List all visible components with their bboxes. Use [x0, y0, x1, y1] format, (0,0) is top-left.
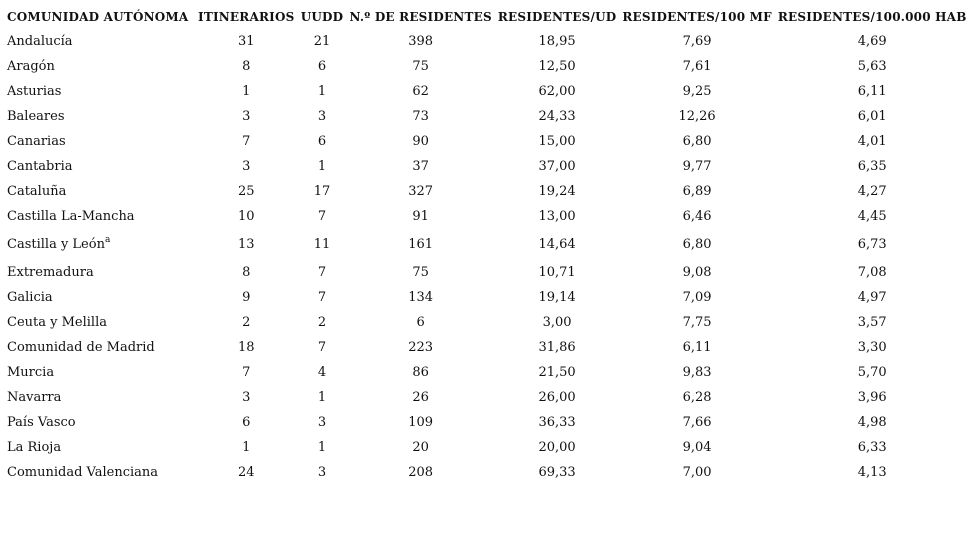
table-row: [4, 285, 970, 310]
table-row: [4, 460, 970, 485]
cell-itinerarios: 3: [242, 390, 251, 405]
region-name: Aragón: [7, 59, 55, 74]
cell-uudd: 4: [317, 365, 327, 380]
cell-residentes-100mf: 6,89: [682, 184, 712, 199]
cell-residentes-ud: 37,00: [538, 159, 576, 174]
cell-uudd: 3: [317, 465, 327, 480]
header-residentes-100000hab: RESIDENTES/100.000 HAB: [777, 10, 967, 24]
cell-residentes-100mf: 6,46: [682, 209, 712, 224]
table-row: [4, 360, 970, 385]
cell-residentes-100000hab: 4,01: [857, 134, 887, 149]
header-row: [4, 5, 970, 29]
cell-num-residentes: 223: [408, 340, 434, 355]
cell-num-residentes: 73: [412, 109, 429, 124]
cell-num-residentes: 86: [412, 365, 429, 380]
cell-residentes-100000hab: 4,45: [857, 209, 887, 224]
cell-itinerarios: 3: [242, 159, 251, 174]
cell-uudd: 2: [317, 315, 327, 330]
cell-residentes-ud: 24,33: [538, 109, 576, 124]
header-num-residentes: N.º DE RESIDENTES: [349, 10, 492, 24]
cell-residentes-100000hab: 3,96: [857, 390, 887, 405]
region-name: Navarra: [7, 390, 62, 405]
cell-residentes-100000hab: 3,57: [857, 315, 887, 330]
cell-residentes-100000hab: 4,98: [857, 415, 887, 430]
cell-residentes-100000hab: 7,08: [857, 265, 887, 280]
cell-region: [4, 310, 195, 335]
cell-residentes-ud: 19,24: [538, 184, 576, 199]
cell-residentes-100000hab: 6,01: [857, 109, 887, 124]
cell-num-residentes: 6: [416, 315, 425, 330]
cell-uudd: 7: [317, 340, 327, 355]
table-body: [4, 29, 970, 485]
cell-uudd: 7: [317, 265, 327, 280]
cell-itinerarios: 18: [237, 340, 255, 355]
table-row: [4, 154, 970, 179]
cell-num-residentes: 37: [412, 159, 429, 174]
cell-uudd: 1: [317, 84, 327, 99]
table-row: [4, 435, 970, 460]
cell-residentes-100000hab: 3,30: [857, 340, 887, 355]
header-itinerarios: ITINERARIOS: [198, 10, 295, 24]
cell-itinerarios: 24: [237, 465, 255, 480]
cell-num-residentes: 75: [412, 265, 429, 280]
table-row: [4, 104, 970, 129]
cell-region: [4, 104, 195, 129]
cell-uudd: 1: [317, 440, 327, 455]
region-name: Baleares: [7, 109, 65, 124]
region-name: País Vasco: [7, 415, 76, 430]
cell-residentes-100000hab: 6,35: [857, 159, 887, 174]
cell-uudd: 11: [313, 237, 331, 252]
cell-itinerarios: 7: [242, 134, 251, 149]
cell-residentes-100000hab: 6,11: [857, 84, 887, 99]
cell-region: [4, 385, 195, 410]
table-row: [4, 29, 970, 54]
cell-num-residentes: 327: [408, 184, 434, 199]
footnote-marker: a: [104, 235, 111, 245]
cell-residentes-100000hab: 5,70: [857, 365, 887, 380]
cell-residentes-100mf: 7,75: [682, 315, 712, 330]
cell-region: [4, 229, 195, 260]
cell-region: [4, 285, 195, 310]
cell-region: [4, 335, 195, 360]
cell-itinerarios: 2: [242, 315, 251, 330]
table-row: [4, 79, 970, 104]
cell-residentes-ud: 3,00: [542, 315, 572, 330]
region-name: Galicia: [7, 290, 53, 305]
residents-table: [4, 5, 970, 485]
cell-region: [4, 154, 195, 179]
cell-itinerarios: 1: [242, 84, 251, 99]
cell-residentes-100mf: 7,61: [682, 59, 712, 74]
cell-residentes-100mf: 9,83: [682, 365, 712, 380]
cell-uudd: 3: [317, 415, 327, 430]
cell-uudd: 7: [317, 290, 327, 305]
cell-residentes-ud: 26,00: [538, 390, 576, 405]
cell-residentes-ud: 69,33: [538, 465, 576, 480]
table-row: [4, 204, 970, 229]
cell-residentes-100mf: 7,66: [682, 415, 712, 430]
cell-residentes-100mf: 9,04: [682, 440, 712, 455]
cell-num-residentes: 90: [412, 134, 429, 149]
table-row: [4, 129, 970, 154]
cell-region: [4, 129, 195, 154]
cell-itinerarios: 9: [242, 290, 251, 305]
cell-residentes-ud: 15,00: [538, 134, 576, 149]
cell-uudd: 6: [317, 134, 327, 149]
cell-num-residentes: 109: [408, 415, 434, 430]
cell-itinerarios: 8: [242, 265, 251, 280]
cell-residentes-100mf: 6,80: [682, 237, 712, 252]
cell-residentes-ud: 19,14: [538, 290, 576, 305]
table-row: [4, 410, 970, 435]
cell-residentes-ud: 62,00: [538, 84, 576, 99]
region-name: Murcia: [7, 365, 55, 380]
cell-region: [4, 260, 195, 285]
cell-uudd: 6: [317, 59, 327, 74]
cell-residentes-100mf: 9,25: [682, 84, 712, 99]
region-name: Cantabria: [7, 159, 73, 174]
region-name: Extremadura: [7, 265, 94, 280]
cell-region: [4, 435, 195, 460]
cell-region: [4, 79, 195, 104]
cell-residentes-ud: 36,33: [538, 415, 576, 430]
cell-residentes-100mf: 6,28: [682, 390, 712, 405]
cell-residentes-100000hab: 5,63: [857, 59, 887, 74]
table-row: [4, 54, 970, 79]
cell-region: [4, 179, 195, 204]
cell-residentes-100000hab: 4,27: [857, 184, 887, 199]
table-row: [4, 179, 970, 204]
cell-residentes-ud: 12,50: [538, 59, 576, 74]
table-header: [4, 5, 970, 29]
cell-uudd: 1: [317, 390, 327, 405]
cell-residentes-100mf: 6,80: [682, 134, 712, 149]
region-name: Castilla La-Mancha: [7, 209, 135, 224]
header-residentes-ud: RESIDENTES/UD: [497, 10, 617, 24]
cell-itinerarios: 31: [237, 34, 255, 49]
table-row: [4, 385, 970, 410]
cell-region: [4, 204, 195, 229]
cell-region: [4, 54, 195, 79]
cell-residentes-100000hab: 4,97: [857, 290, 887, 305]
region-name: Castilla y León: [7, 237, 105, 252]
cell-uudd: 7: [317, 209, 327, 224]
cell-residentes-ud: 14,64: [538, 237, 576, 252]
cell-residentes-ud: 18,95: [538, 34, 576, 49]
header-uudd: UUDD: [300, 10, 344, 24]
cell-itinerarios: 1: [242, 440, 251, 455]
region-name: La Rioja: [7, 440, 62, 455]
header-residentes-100mf: RESIDENTES/100 MF: [622, 10, 772, 24]
region-name: Andalucía: [7, 34, 73, 49]
region-name: Comunidad Valenciana: [7, 465, 159, 480]
cell-num-residentes: 208: [408, 465, 434, 480]
region-name: Comunidad de Madrid: [7, 340, 155, 355]
cell-itinerarios: 7: [242, 365, 251, 380]
region-name: Canarias: [7, 134, 66, 149]
cell-num-residentes: 134: [408, 290, 434, 305]
cell-region: [4, 29, 195, 54]
cell-residentes-ud: 21,50: [538, 365, 576, 380]
region-name: Asturias: [7, 84, 62, 99]
cell-itinerarios: 13: [237, 237, 255, 252]
cell-residentes-100mf: 7,09: [682, 290, 712, 305]
cell-residentes-100000hab: 4,13: [857, 465, 887, 480]
table-row: [4, 335, 970, 360]
cell-residentes-100mf: 6,11: [682, 340, 712, 355]
cell-residentes-100000hab: 4,69: [857, 34, 887, 49]
cell-residentes-100mf: 12,26: [678, 109, 716, 124]
header-region: COMUNIDAD AUTÓNOMA: [7, 10, 189, 24]
cell-itinerarios: 25: [237, 184, 255, 199]
cell-residentes-100mf: 7,69: [682, 34, 712, 49]
cell-itinerarios: 3: [242, 109, 251, 124]
cell-residentes-100mf: 9,08: [682, 265, 712, 280]
cell-num-residentes: 75: [412, 59, 429, 74]
cell-uudd: 1: [317, 159, 327, 174]
region-name: Cataluña: [7, 184, 67, 199]
cell-region: [4, 460, 195, 485]
cell-residentes-ud: 31,86: [538, 340, 576, 355]
region-name: Ceuta y Melilla: [7, 315, 107, 330]
cell-uudd: 21: [313, 34, 331, 49]
table-row: [4, 229, 970, 260]
cell-residentes-100000hab: 6,73: [857, 237, 887, 252]
cell-residentes-ud: 13,00: [538, 209, 576, 224]
cell-num-residentes: 26: [412, 390, 429, 405]
cell-num-residentes: 161: [408, 237, 434, 252]
cell-residentes-100mf: 9,77: [682, 159, 712, 174]
cell-itinerarios: 10: [237, 209, 255, 224]
cell-itinerarios: 8: [242, 59, 251, 74]
cell-num-residentes: 398: [408, 34, 434, 49]
cell-residentes-ud: 20,00: [538, 440, 576, 455]
cell-residentes-100mf: 7,00: [682, 465, 712, 480]
cell-uudd: 3: [317, 109, 327, 124]
cell-region: [4, 410, 195, 435]
cell-num-residentes: 91: [412, 209, 429, 224]
cell-itinerarios: 6: [242, 415, 251, 430]
cell-num-residentes: 20: [412, 440, 429, 455]
cell-residentes-ud: 10,71: [538, 265, 576, 280]
table-row: [4, 310, 970, 335]
cell-region: [4, 360, 195, 385]
table-row: [4, 260, 970, 285]
cell-uudd: 17: [313, 184, 331, 199]
cell-residentes-100000hab: 6,33: [857, 440, 887, 455]
cell-num-residentes: 62: [412, 84, 429, 99]
